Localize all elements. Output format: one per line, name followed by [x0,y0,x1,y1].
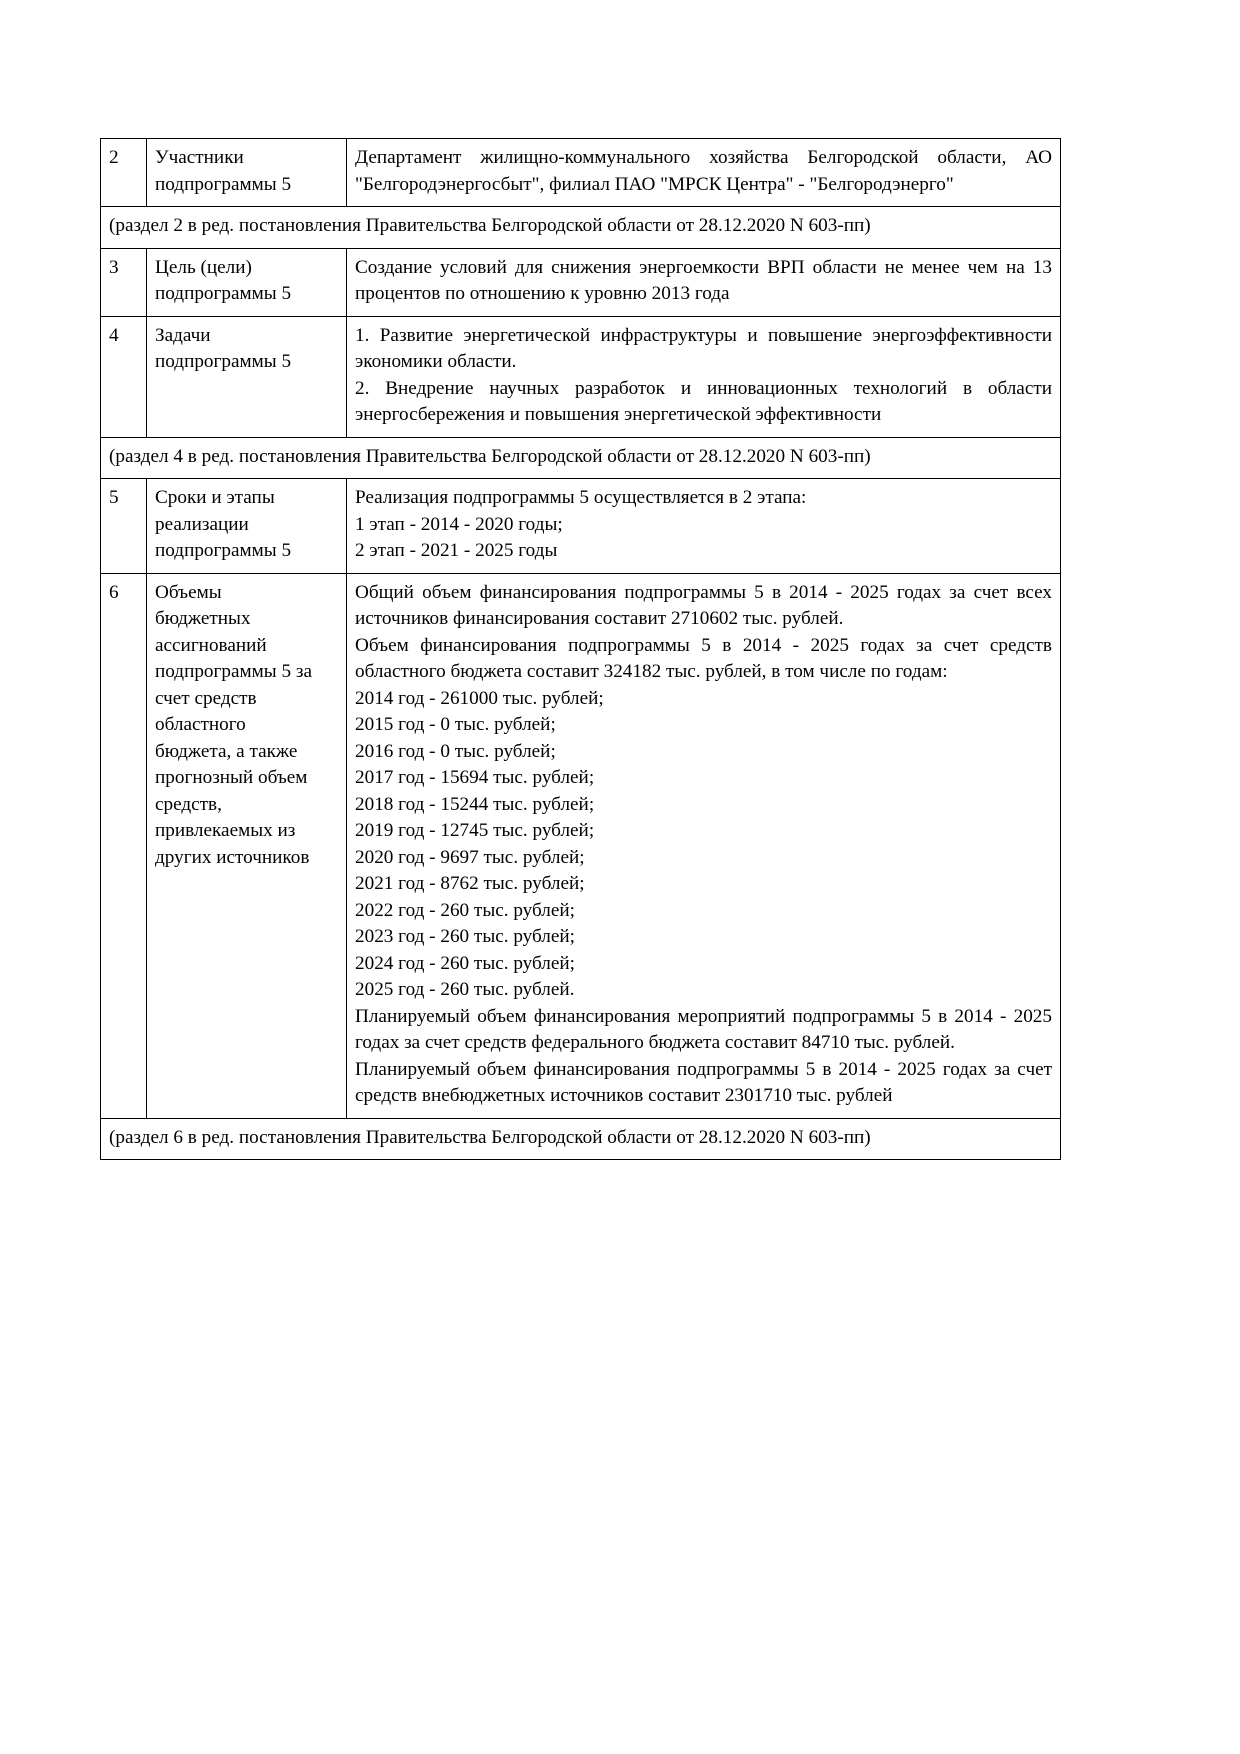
row-label-line: подпрограммы 5 за [155,661,312,682]
table-note-row [101,437,1061,479]
table-row [101,248,1061,316]
row-label [147,139,347,207]
row-label-line: средств, [155,793,222,815]
row-label-line: других источников [155,846,310,868]
row-label-line: Участники [155,147,244,168]
funding-year-line: 2019 год - 12745 тыс. рублей; [355,820,595,841]
row-number: 6 [101,573,147,1118]
content-line: Реализация подпрограммы 5 осуществляется в 2 этапа: [355,487,807,508]
row-label [147,248,347,316]
row-label [147,479,347,574]
row-content [347,316,1061,437]
row-content [347,248,1061,316]
table-row [101,479,1061,574]
row-label-line: реализации [155,513,249,535]
content-paragraph: Планируемый объем финансирования подпрограммы 5 в 2014 - 2025 годах за счет средств внебюджетных источников составит 2301710 тыс. рублей [355,1058,1052,1106]
row-label-line: ассигнований [155,634,267,656]
content-paragraph: Общий объем финансирования подпрограммы 5 в 2014 - 2025 годах за счет всех источников финансирования составит 2710602 тыс. рублей. [355,581,1052,629]
amendment-note-section-2: (раздел 2 в ред. постановления Правительства Белгородской области от 28.12.2020 N 603-пп) [101,207,1061,249]
row-number: 4 [101,316,147,437]
row-label-line: подпрограммы 5 [155,540,292,561]
funding-year-line: 2015 год - 0 тыс. рублей; [355,714,556,735]
funding-year-line: 2018 год - 15244 тыс. рублей; [355,793,595,815]
content-line: 2 этап - 2021 - 2025 годы [355,540,558,561]
program-passport-table [100,138,1061,1160]
content-paragraph: 1. Развитие энергетической инфраструктуры и повышение энергоэффективности экономики области. [355,324,1052,372]
row-label-line: подпрограммы 5 [155,283,292,304]
table-note-row [101,1118,1061,1160]
row-label [147,316,347,437]
funding-year-line: 2025 год - 260 тыс. рублей. [355,979,575,1000]
amendment-note-section-6: (раздел 6 в ред. постановления Правительства Белгородской области от 28.12.2020 N 603-пп) [101,1118,1061,1160]
row-label-line: прогнозный объем [155,767,308,788]
table-row [101,573,1061,1118]
content-line: 1 этап - 2014 - 2020 годы; [355,513,563,535]
row-number: 5 [101,479,147,574]
row-label-line: подпрограммы 5 [155,173,292,195]
funding-year-line: 2021 год - 8762 тыс. рублей; [355,873,585,894]
row-label-line: бюджетных [155,608,251,629]
row-content [347,139,1061,207]
funding-year-line: 2014 год - 261000 тыс. рублей; [355,687,604,709]
funding-year-line: 2020 год - 9697 тыс. рублей; [355,846,585,868]
row-label-line: Объемы [155,581,222,603]
row-label-line: Задачи [155,324,211,346]
table-note-row [101,207,1061,249]
row-content [347,479,1061,574]
funding-year-line: 2023 год - 260 тыс. рублей; [355,926,575,947]
row-label-line: областного [155,714,246,735]
row-label-line: бюджета, а также [155,740,298,762]
content-paragraph: Объем финансирования подпрограммы 5 в 2014 - 2025 годах за счет средств областного бюджета составит 324182 тыс. рублей, в том числе по годам: [355,634,1052,682]
funding-year-line: 2017 год - 15694 тыс. рублей; [355,767,595,788]
amendment-note-section-4: (раздел 4 в ред. постановления Правительства Белгородской области от 28.12.2020 N 603-пп) [101,437,1061,479]
row-content [347,573,1061,1118]
funding-year-line: 2022 год - 260 тыс. рублей; [355,899,575,921]
row-number: 3 [101,248,147,316]
content-paragraph: Планируемый объем финансирования мероприятий подпрограммы 5 в 2014 - 2025 годах за счет средств федерального бюджета составит 84710 тыс. рублей. [355,1005,1052,1053]
row-label-line: подпрограммы 5 [155,351,292,372]
row-label-line: счет средств [155,687,257,709]
funding-year-line: 2024 год - 260 тыс. рублей; [355,952,575,974]
row-label [147,573,347,1118]
content-paragraph: Департамент жилищно-коммунального хозяйства Белгородской области, АО "Белгородэнергосбыт", филиал ПАО "МРСК Центра" - "Белгородэнерго" [355,147,1052,195]
row-label-line: Цель (цели) [155,256,252,278]
row-label-line: привлекаемых из [155,820,296,841]
table-row [101,139,1061,207]
funding-year-line: 2016 год - 0 тыс. рублей; [355,740,556,762]
content-paragraph: Создание условий для снижения энергоемкости ВРП области не менее чем на 13 процентов по отношению к уровню 2013 года [355,256,1052,304]
row-number: 2 [101,139,147,207]
content-paragraph: 2. Внедрение научных разработок и инновационных технологий в области энергосбережения и повышения энергетической эффективности [355,377,1052,425]
table-row [101,316,1061,437]
row-label-line: Сроки и этапы [155,487,275,508]
